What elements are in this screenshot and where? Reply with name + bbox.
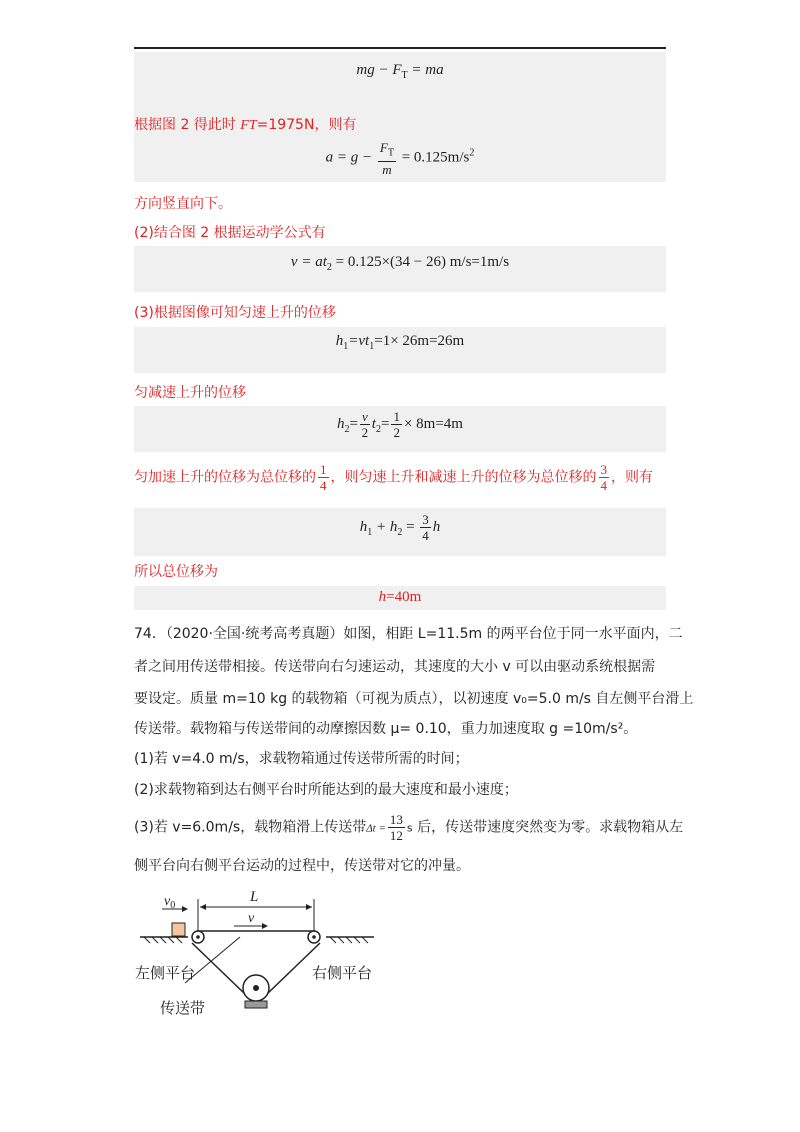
text-line-7: 所以总位移为 [134,564,218,580]
belt-label: 传送带 [160,999,206,1017]
problem-line-4: 传送带。载物箱与传送带间的动摩擦因数 μ= 0.10，重力加速度取 g =10m/s²。 [134,721,638,737]
left-platform-label: 左侧平台 [135,964,196,982]
right-platform-label: 右侧平台 [312,964,373,982]
length-label: L [250,889,259,905]
text-line-1: 根据图 2 得此时 FT=1975N，则有 [134,117,357,133]
final-answer: h=40m [378,589,422,605]
equation-sum: $h_1 + h_2$ = $\frac{3}{4}$ h [359,512,441,543]
text-line-6: 匀加速上升的位移为总位移的 $\frac{1}{4}$ ，则匀速上升和减速上升的位移为总位移的 $\frac{3}{4}$ ，则有 [134,462,653,493]
equation-h2: $h_2=$ $\frac{v}{2}$ $t_2=$ $\frac{1}{2}$ × 8m=4m [337,409,463,440]
equation-velocity: $v = at_2 = 0.125\times(34 - 26)$ m/s=1m/s [290,254,510,273]
belt-velocity-label: v [248,911,255,926]
left-platform-hatch [144,937,182,943]
drive-base [245,1001,267,1008]
text-line-2: 方向竖直向下。 [134,196,232,212]
belt-left [192,943,246,995]
question-3-cont: 侧平台向右侧平台运动的过程中，传送带对它的冲量。 [134,858,470,874]
question-2: (2)求载物箱到达右侧平台时所能达到的最大速度和最小速度； [134,782,518,798]
equation-newton: mg − $F_T$ = ma [356,62,444,81]
question-3: (3)若 v=6.0m/s，载物箱滑上传送带Δt = $\frac{13}{12}$ s 后，传送带速度突然变为零。求载物箱从左 [134,812,684,843]
problem-line-1: 74．（2020·全国·统考高考真题）如图，相距 L=11.5m 的两平台位于同一水平面内，二 [134,626,683,642]
text-line-4: (3)根据图像可知匀速上升的位移 [134,305,336,321]
initial-velocity-label: $v_0$ [164,894,176,911]
problem-line-2: 者之间用传送带相接。传送带向右匀速运动，其速度的大小 v 可以由驱动系统根据需 [134,659,656,675]
text-line-5: 匀减速上升的位移 [134,385,246,401]
right-platform-hatch [330,937,368,943]
equation-h1: $h_1=vt_1=1\times 26m=26m$ [335,333,465,352]
equation-acceleration: a = g − $\frac{F_T}{m}$ = $0.125m/s^2$ [325,140,475,177]
conveyor-belt-figure [130,885,390,1025]
text-line-3: (2)结合图 2 根据运动学公式有 [134,225,326,241]
question-1: (1)若 v=4.0 m/s，求载物箱通过传送带所需的时间； [134,751,469,767]
problem-line-3: 要设定。质量 m=10 kg 的载物箱（可视为质点），以初速度 v₀=5.0 m/s 自左侧平台滑上 [134,691,694,707]
cargo-box [172,923,185,936]
top-rule [134,47,666,49]
